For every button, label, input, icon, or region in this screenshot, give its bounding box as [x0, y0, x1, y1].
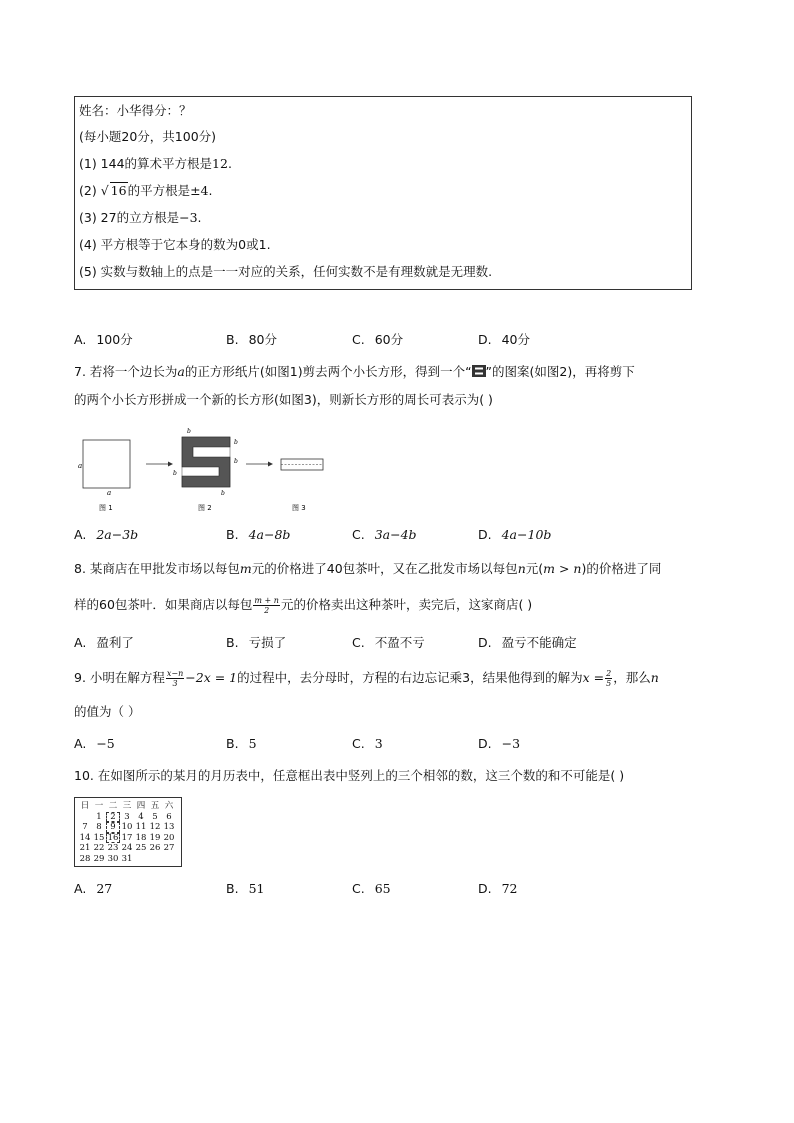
q8-option-a[interactable]: A. 盈利了	[74, 635, 134, 650]
calendar-cell: 26	[149, 843, 161, 853]
score-box	[74, 96, 692, 290]
calendar-cell: 29	[93, 853, 105, 864]
calendar-cell: 2	[106, 812, 120, 823]
calendar-cell: 14	[79, 832, 91, 843]
q10-option-d[interactable]: D. 72	[478, 881, 518, 896]
score-box-item-5: (5) 实数与数轴上的点是一一对应的关系，任何实数不是有理数就是无理数.	[79, 264, 493, 279]
calendar-cell: 22	[93, 843, 105, 853]
calendar-cell: 4	[138, 811, 144, 822]
calendar-row	[78, 843, 176, 854]
calendar-cell: 28	[79, 853, 91, 864]
q10-option-c[interactable]: C. 65	[352, 881, 391, 896]
calendar-cell: 23	[107, 843, 119, 853]
calendar-cell: 27	[163, 843, 175, 853]
calendar-cell: 15	[93, 832, 105, 843]
q9-option-c[interactable]: C. 3	[352, 736, 383, 751]
score-box-header: 姓名：小华得分：？	[79, 103, 192, 118]
calendar-cell	[162, 854, 176, 865]
q6-option-b[interactable]: B. 80分	[226, 332, 277, 347]
arrow-2-head	[268, 462, 273, 467]
calendar-header: 四	[136, 801, 146, 811]
arrow-1-head	[168, 462, 173, 467]
score-box-item-1: (1) 144的算术平方根是12.	[79, 156, 232, 171]
calendar-cell: 3	[124, 811, 130, 822]
calendar-header: 二	[108, 801, 118, 811]
score-box-rule: (每小题20分，共100分)	[79, 129, 217, 144]
q7-option-d[interactable]: D. 4a−10b	[478, 527, 552, 542]
calendar-cell: 5	[152, 811, 158, 822]
calendar-cell: 31	[121, 853, 133, 864]
fig1-square	[83, 440, 130, 488]
calendar-header: 日	[80, 801, 90, 811]
calendar-cell: 13	[163, 822, 175, 832]
calendar-header: 五	[150, 801, 160, 811]
fig2-caption: 图 2	[198, 504, 212, 512]
calendar	[74, 797, 182, 867]
fig2-b-label-bottom: b	[221, 490, 225, 497]
calendar-cell: 24	[121, 843, 133, 853]
q10-stem: 10. 在如图所示的某月的月历表中，任意框出表中竖列上的三个相邻的数，这三个数的和不可能是( )	[74, 768, 625, 783]
calendar-cell: 6	[166, 811, 172, 822]
calendar-cell: 25	[135, 843, 147, 853]
calendar-cell: 21	[79, 843, 91, 853]
fig2-b-label-right2: b	[234, 458, 238, 465]
calendar-row	[78, 833, 176, 844]
calendar-header: 六	[164, 801, 174, 811]
q9-option-b[interactable]: B. 5	[226, 736, 257, 751]
calendar-cell: 10	[121, 822, 133, 832]
fig2-b-label-left: b	[173, 470, 177, 477]
q7-figure-svg	[74, 424, 334, 514]
q10-option-b[interactable]: B. 51	[226, 881, 265, 896]
calendar-cell: 11	[135, 822, 147, 832]
q8-option-d[interactable]: D. 盈亏不能确定	[478, 635, 577, 650]
calendar-header-row	[78, 801, 176, 812]
calendar-row	[78, 822, 176, 833]
calendar-cell: 19	[149, 832, 161, 843]
fig1-bottom-label: a	[107, 489, 112, 497]
q6-option-c[interactable]: C. 60分	[352, 332, 404, 347]
calendar-table	[78, 801, 176, 864]
calendar-cell	[78, 812, 92, 823]
calendar-cell: 1	[96, 811, 102, 822]
q10-option-a[interactable]: A. 27	[74, 881, 113, 896]
score-box-item-4: (4) 平方根等于它本身的数为0或1.	[79, 237, 271, 252]
sqrt-radicand: 16	[110, 183, 127, 198]
q8-stem-line1: 8. 某商店在甲批发市场以每包m元的价格进了40包茶叶，又在乙批发市场以每包n元(m > n)的价格进了同	[74, 561, 662, 576]
calendar-cell	[134, 854, 148, 865]
calendar-cell: 16	[107, 832, 119, 843]
calendar-cell: 7	[82, 822, 88, 832]
calendar-row	[78, 854, 176, 865]
q7-option-b[interactable]: B. 4a−8b	[226, 527, 291, 542]
calendar-row	[78, 812, 176, 823]
q9-solution-fraction: $\frac{2}{5}$	[606, 669, 612, 688]
q7-stem-line2: 的两个小长方形拼成一个新的长方形(如图3)，则新长方形的周长可表示为( )	[74, 392, 493, 407]
q8-fraction: $\frac{m + n}{2}$	[254, 596, 279, 615]
q9-stem-line2: 的值为（ ）	[74, 704, 141, 719]
fig2-s-shape	[182, 437, 230, 487]
calendar-cell: 17	[121, 832, 133, 843]
calendar-cell	[148, 854, 162, 865]
q7-figure	[74, 424, 334, 518]
calendar-cell: 18	[135, 832, 147, 843]
q9-stem-line1: 9. 小明在解方程 $\frac{x-n}{3}$ −2x = 1的过程中，去分母时，方程的右边忘记乘3，结果他得到的解为x = $\frac{2}{5}$ ，那么n	[74, 669, 659, 688]
fig2-b-label-right1: b	[234, 439, 238, 446]
q9-option-a[interactable]: A. −5	[74, 736, 115, 751]
q9-option-d[interactable]: D. −3	[478, 736, 521, 751]
score-box-item-2: (2) √ 16的平方根是±4.	[79, 183, 213, 198]
q8-option-c[interactable]: C. 不盈不亏	[352, 635, 425, 650]
q9-fraction: $\frac{x-n}{3}$	[166, 669, 184, 688]
calendar-header: 一	[94, 801, 104, 811]
calendar-cell: 30	[107, 853, 119, 864]
calendar-cell: 8	[96, 822, 102, 832]
fig1-caption: 图 1	[99, 504, 113, 512]
calendar-cell: 9	[106, 822, 120, 833]
q8-option-b[interactable]: B. 亏损了	[226, 635, 287, 650]
s-pattern-icon	[472, 365, 486, 381]
q8-stem-line2: 样的60包茶叶．如果商店以每包 $\frac{m + n}{2}$ 元的价格卖出这种茶叶，卖完后，这家商店( )	[74, 596, 533, 615]
q6-option-d[interactable]: D. 40分	[478, 332, 531, 347]
fig2-b-label-top: b	[187, 428, 191, 435]
q7-option-c[interactable]: C. 3a−4b	[352, 527, 417, 542]
score-box-item-3: (3) 27的立方根是−3.	[79, 210, 202, 225]
q7-option-a[interactable]: A. 2a−3b	[74, 527, 139, 542]
fig3-caption: 图 3	[292, 504, 306, 512]
fig1-side-label: a	[78, 462, 83, 470]
calendar-cell: 20	[163, 832, 175, 843]
q7-stem-line1: 7. 若将一个边长为a的正方形纸片(如图1)剪去两个小长方形，得到一个“ ”的图案(如图2)，再将剪下	[74, 364, 635, 379]
calendar-cell: 12	[149, 822, 161, 832]
q6-option-a[interactable]: A. 100分	[74, 332, 133, 347]
calendar-header: 三	[122, 801, 132, 811]
